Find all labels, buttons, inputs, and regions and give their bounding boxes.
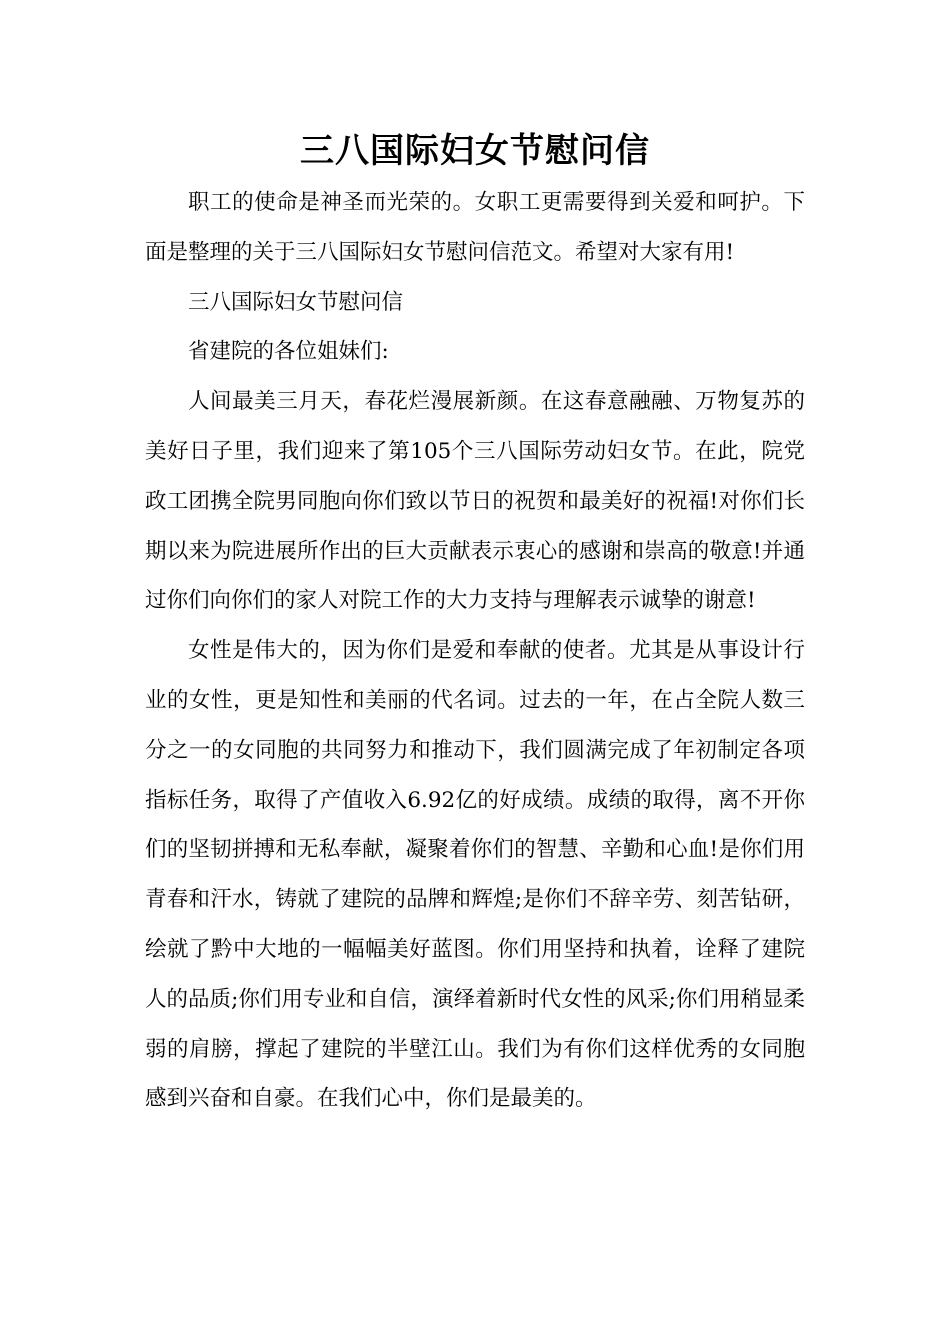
body-paragraph: 女性是伟大的，因为你们是爱和奉献的使者。尤其是从事设计行业的女性，更是知性和美丽的代名词。过去的一年，在占全院人数三分之一的女同胞的共同努力和推动下，我们圆满完成了年初制定各项指标任务，取得了产值收入6.92亿的好成绩。成绩的取得，离不开你们的坚韧拼搏和无私奉献，凝聚着你们的智慧、辛勤和心血!是你们用青春和汗水，铸就了建院的品牌和辉煌;是你们不辞辛劳、刻苦钻研，绘就了黔中大地的一幅幅美好蓝图。你们用坚持和执着，诠释了建院人的品质;你们用专业和自信，演绎着新时代女性的风采;你们用稍显柔弱的肩膀，撑起了建院的半壁江山。我们为有你们这样优秀的女同胞感到兴奋和自豪。在我们心中，你们是最美的。	[145, 638, 805, 1112]
document-title: 三八国际妇女节慰问信	[300, 131, 650, 171]
intro-paragraph: 职工的使命是神圣而光荣的。女职工更需要得到关爱和呵护。下面是整理的关于三八国际妇女节慰问信范文。希望对大家有用!	[145, 190, 805, 265]
letter-salutation: 省建院的各位姐妹们:	[188, 339, 389, 365]
document-body	[145, 178, 805, 1124]
body-paragraph: 人间最美三月天，春花烂漫展新颜。在这春意融融、万物复苏的美好日子里，我们迎来了第105个三八国际劳动妇女节。在此，院党政工团携全院男同胞向你们致以节日的祝贺和最美好的祝福!对你们长期以来为院进展所作出的巨大贡献表示衷心的感谢和崇高的敬意!并通过你们向你们的家人对院工作的大力支持与理解表示诚挚的谢意!	[145, 389, 805, 614]
letter-heading: 三八国际妇女节慰问信	[188, 289, 404, 315]
